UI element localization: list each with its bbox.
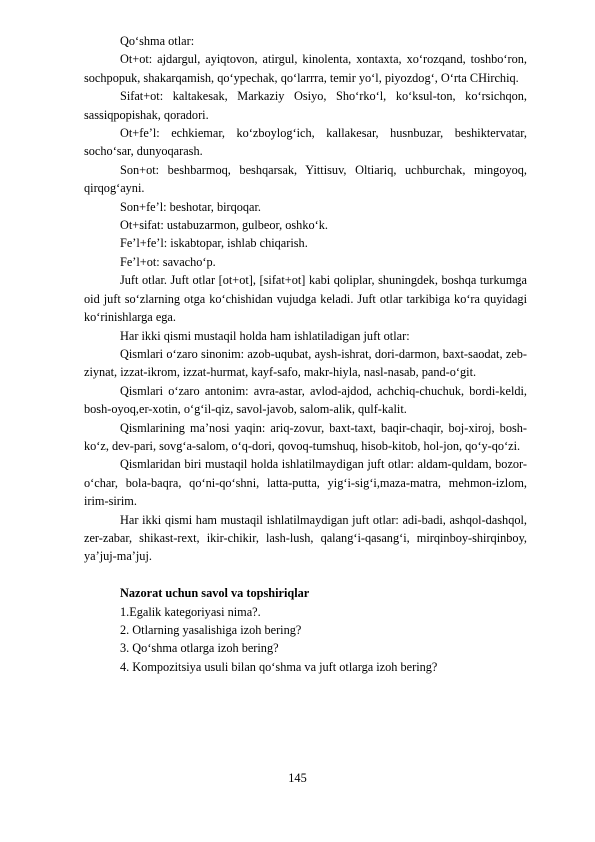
page-body: [84, 32, 527, 676]
paragraph: Qo‘shma otlar:: [120, 34, 195, 48]
paragraph: Juft otlar. Juft otlar [ot+ot], [sifat+ot] kabi qoliplar, shuningdek, boshqa turkumga oid juft so‘zlarning otga ko‘chishidan vujudga keladi. Juft otlar tarkibiga ko‘ra quyidagi ko‘rinishlarga ega.: [84, 273, 527, 325]
paragraph: Son+fe’l: beshotar, birqoqar.: [120, 199, 261, 214]
paragraph: Qismlaridan biri mustaqil holda ishlatilmaydigan juft otlar: aldam-quldam, bozor-o‘char, bola-baqra, qo‘ni-qo‘shni, latta-putta, yig‘i-sig‘i,maza-matra, mehmon-izlom, irim-sirim.: [84, 457, 527, 509]
paragraph: Ot+fe’l: echkiemar, ko‘zboylog‘ich, kallakesar, husnbuzar, beshiktervatar, socho‘sar, dunyoqarash.: [84, 126, 527, 159]
paragraph: Fe’l+fe’l: iskabtopar, ishlab chiqarish.: [120, 236, 308, 251]
section-gap: [84, 566, 527, 584]
question-item: 2. Otlarning yasalishiga izoh bering?: [120, 622, 302, 637]
paragraph: Har ikki qismi ham mustaqil ishlatilmaydigan juft otlar: adi-badi, ashqol-dashqol, zer-zabar, shikast-rext, ikir-chikir, lash-lush, qalang‘i-qasang‘i, mirqinboy-shirqinboy, ya’juj-ma’juj.: [84, 512, 527, 564]
paragraph: Son+ot: beshbarmoq, beshqarsak, Yittisuv, Oltiariq, uchburchak, mingoyoq, qirqog‘ayni.: [84, 162, 527, 196]
question-item: 4. Kompozitsiya usuli bilan qo‘shma va juft otlarga izoh bering?: [120, 659, 438, 674]
paragraph: Har ikki qismi mustaqil holda ham ishlatiladigan juft otlar:: [120, 328, 410, 343]
paragraph: Fe’l+ot: savacho‘p.: [120, 254, 216, 269]
question-item: 3. Qo‘shma otlarga izoh bering?: [120, 641, 279, 656]
paragraph: Ot+sifat: ustabuzarmon, gulbeor, oshko‘k.: [120, 218, 328, 233]
questions-heading: Nazorat uchun savol va topshiriqlar: [120, 586, 310, 601]
paragraph: Ot+ot: ajdargul, ayiqtovon, atirgul, kinolenta, xontaxta, xo‘rozqand, toshbo‘ron, sochpopuk, shakarqamish, qo‘ypechak, qo‘larrra, temir yo‘l, piyozdog‘, O‘rta CHirchiq.: [84, 52, 527, 85]
paragraph: Qismlarining ma’nosi yaqin: ariq-zovur, baxt-taxt, baqir-chaqir, boj-xiroj, bosh-ko‘z, dev-pari, sovg‘a-salom, o‘q-dori, qovoq-tumshuq, hisob-kitob, hol-jon, qo‘y-qo‘zi.: [84, 420, 527, 453]
paragraph: Qismlari o‘zaro sinonim: azob-uqubat, aysh-ishrat, dori-darmon, baxt-saodat, zeb-ziynat, izzat-ikrom, izzat-hurmat, kayf-safo, makr-hiyla, nasl-nasab, pand-o‘git.: [84, 346, 527, 380]
paragraph: Qismlari o‘zaro antonim: avra-astar, avlod-ajdod, achchiq-chuchuk, bordi-keldi, bosh-oyoq,er-xotin, o‘g‘il-qiz, savol-javob, salom-alik, qulf-kalit.: [84, 383, 527, 417]
page-number: 145: [288, 771, 307, 785]
question-item: 1.Egalik kategoriyasi nima?.: [120, 604, 261, 619]
paragraph: Sifat+ot: kaltakesak, Markaziy Osiyo, Sho‘rko‘l, ko‘ksul-ton, ko‘rsichqon, sassiqpopishak, qoradori.: [84, 89, 527, 122]
